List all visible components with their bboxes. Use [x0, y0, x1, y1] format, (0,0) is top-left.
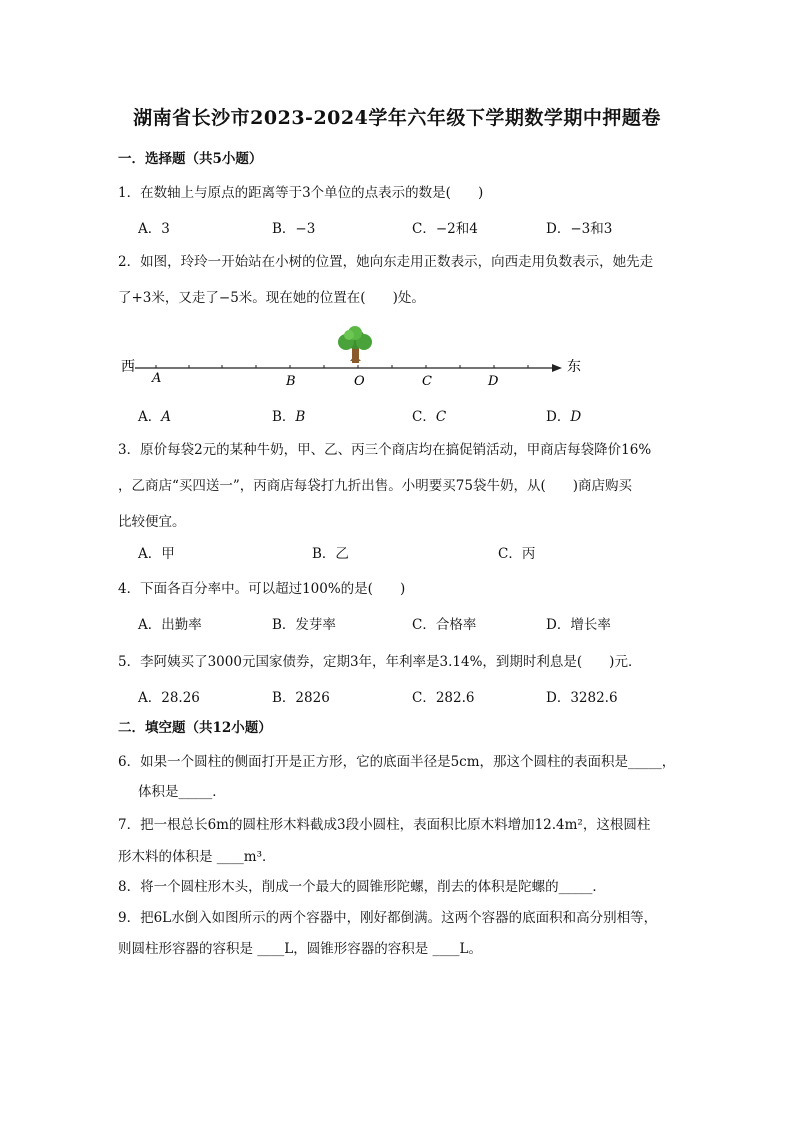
question-2-line-2: 了+3米，又走了−5米。现在她的位置在( )处。 — [118, 290, 425, 306]
question-3-line-3: 比较便宜。 — [118, 514, 186, 530]
point-label-d: D — [488, 374, 499, 389]
question-5: 5．李阿姨买了3000元国家债券，定期3年，年利率是3.14%，到期时利息是( )元． — [118, 654, 642, 670]
tree-icon — [338, 326, 372, 363]
question-6-line-2: 体积是_____． — [138, 784, 226, 800]
question-2-line-1: 2．如图，玲玲一开始站在小树的位置，她向东走用正数表示，向西走用负数表示，她先走 — [118, 254, 654, 270]
question-8: 8．将一个圆柱形木头，削成一个最大的圆锥形陀螺，削去的体积是陀螺的_____． — [118, 879, 606, 895]
number-line-figure — [118, 325, 598, 393]
q5-option-a: A．28.26 — [138, 690, 200, 706]
q2-option-b: B．B — [272, 409, 306, 425]
question-9-line-1: 9．把6L水倒入如图所示的两个容器中，刚好都倒满。这两个容器的底面积和高分别相等， — [118, 910, 658, 926]
q3-option-c: C．丙 — [498, 546, 536, 562]
q1-option-a: A．3 — [138, 221, 170, 237]
q5-option-c: C．282.6 — [412, 690, 475, 706]
point-label-b: B — [286, 374, 296, 389]
east-label: 东 — [567, 359, 581, 375]
q1-option-b: B．−3 — [272, 221, 316, 237]
q4-option-a: A．出勤率 — [138, 617, 202, 633]
q5-option-d: D．3282.6 — [546, 690, 618, 706]
q2-option-c: C．C — [412, 409, 447, 425]
q2-option-a: A．A — [138, 409, 171, 425]
question-3-line-1: 3．原价每袋2元的某种牛奶，甲、乙、丙三个商店均在搞促销活动，甲商店每袋降价16% — [118, 442, 652, 458]
point-label-o: O — [354, 374, 365, 389]
q4-option-b: B．发芽率 — [272, 617, 336, 633]
question-9-line-2: 则圆柱形容器的容积是 ____L，圆锥形容器的容积是 ____L。 — [118, 941, 483, 957]
q1-option-d: D．−3和3 — [546, 221, 613, 237]
q4-option-d: D．增长率 — [546, 617, 611, 633]
question-4: 4．下面各百分率中。可以超过100%的是( ) — [118, 581, 406, 597]
q4-option-c: C．合格率 — [412, 617, 477, 633]
q2-option-d: D．D — [546, 409, 582, 425]
question-6-line-1: 6．如果一个圆柱的侧面打开是正方形，它的底面半径是5cm，那这个圆柱的表面积是_____， — [118, 754, 676, 770]
q1-option-c: C．−2和4 — [412, 221, 478, 237]
point-label-a: A — [152, 371, 162, 386]
q3-option-a: A．甲 — [138, 546, 175, 562]
west-label: 西 — [121, 359, 135, 375]
section-heading-choice: 一．选择题（共5小题） — [118, 151, 263, 167]
question-7-line-2: 形木料的体积是 ____m³． — [118, 849, 276, 865]
page-title: 湖南省长沙市2023-2024学年六年级下学期数学期中押题卷 — [133, 107, 661, 129]
section-heading-fill: 二．填空题（共12小题） — [118, 720, 272, 736]
axis-arrow — [552, 364, 562, 372]
question-3-line-2: ，乙商店“买四送一”，丙商店每袋打九折出售。小明要买75袋牛奶，从( )商店购买 — [118, 478, 633, 494]
question-1: 1．在数轴上与原点的距离等于3个单位的点表示的数是( ) — [118, 185, 484, 201]
q3-option-b: B．乙 — [312, 546, 349, 562]
question-7-line-1: 7．把一根总长6m的圆柱形木料截成3段小圆柱，表面积比原木料增加12.4m²，这根圆柱 — [118, 817, 651, 833]
q5-option-b: B．2826 — [272, 690, 330, 706]
point-label-c: C — [422, 374, 432, 389]
